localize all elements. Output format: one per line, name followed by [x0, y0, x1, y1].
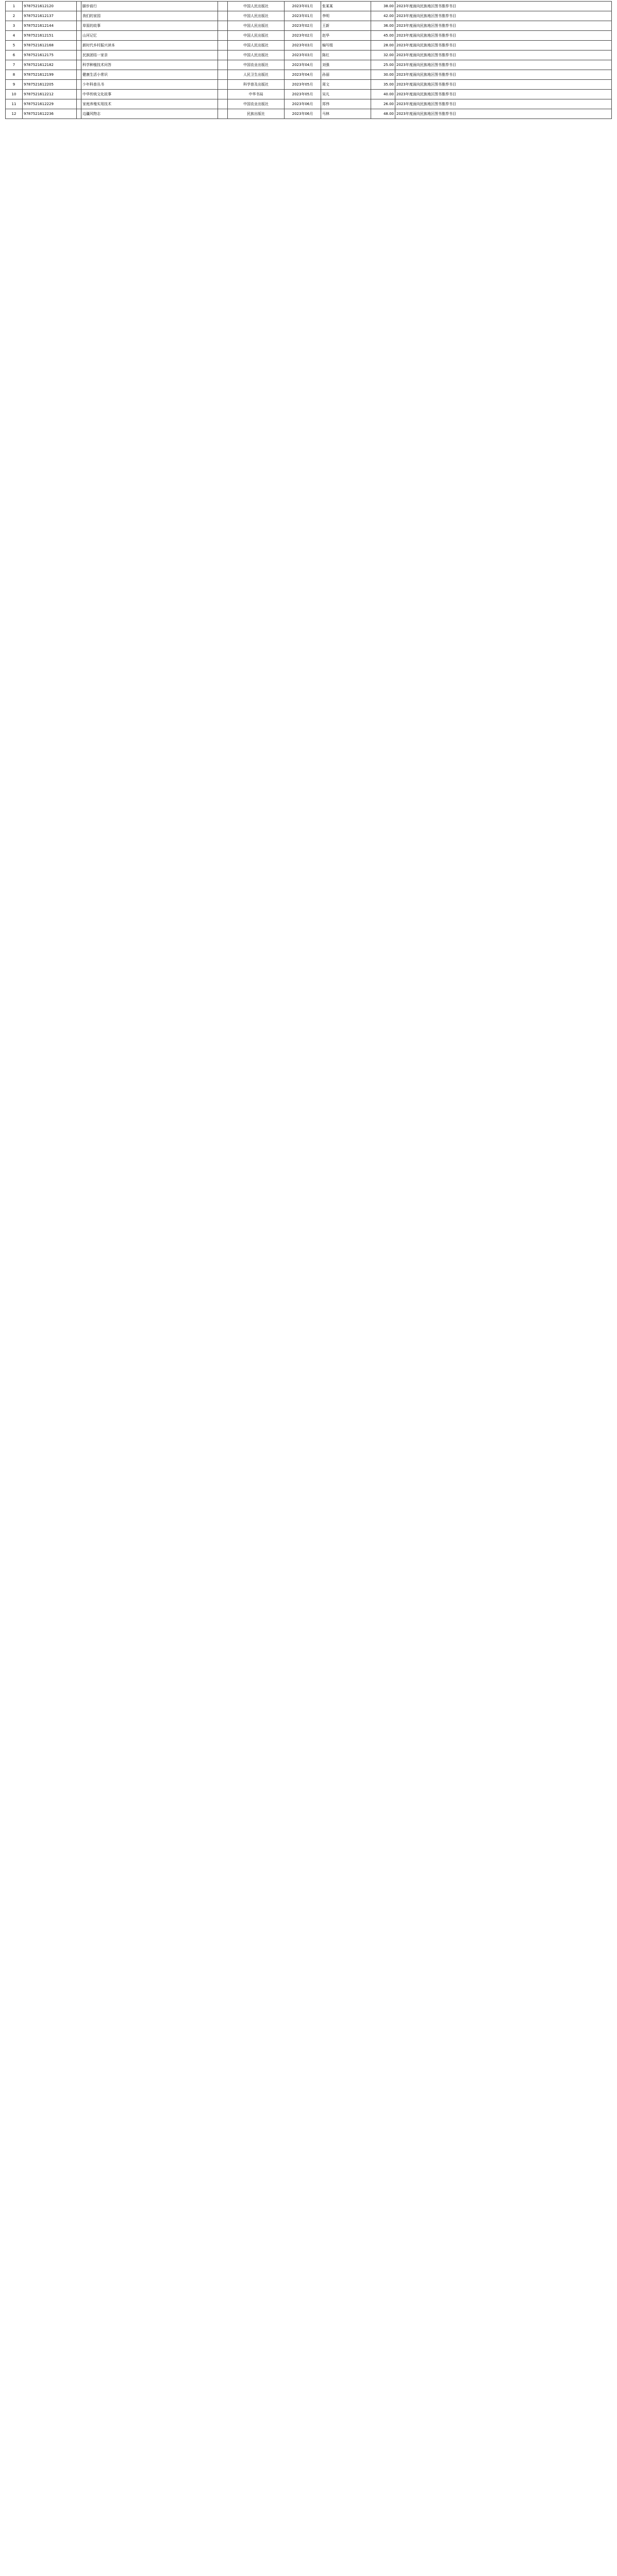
cell-date: 2023年01月 [285, 2, 321, 11]
cell-publisher: 中国人民出版社 [228, 11, 285, 21]
cell-price: 45.00 [371, 31, 395, 41]
cell-publisher: 中国人民出版社 [228, 21, 285, 31]
cell-isbn: 9787521612199 [23, 70, 77, 80]
cell-title: 科学种植技术问答 [81, 60, 218, 70]
cell-no: 4 [6, 31, 23, 41]
cell-isbn: 9787521612229 [23, 99, 77, 109]
cell-mark [218, 70, 228, 80]
cell-note: 2023年度面向民族地区图书推荐书目 [395, 90, 612, 99]
cell-note: 2023年度面向民族地区图书推荐书目 [395, 60, 612, 70]
cell-publisher: 人民卫生出版社 [228, 70, 285, 80]
cell-mark [218, 90, 228, 99]
cell-publisher: 中国人民出版社 [228, 41, 285, 50]
cell-title: 健康生活小常识 [81, 70, 218, 80]
cell-spacer [77, 21, 81, 31]
cell-author: 赵华 [321, 31, 371, 41]
table-body [6, 2, 612, 119]
cell-spacer [77, 60, 81, 70]
cell-price: 38.00 [371, 2, 395, 11]
cell-note: 2023年度面向民族地区图书推荐书目 [395, 21, 612, 31]
cell-no: 12 [6, 109, 23, 119]
cell-note: 2023年度面向民族地区图书推荐书目 [395, 99, 612, 109]
cell-author: 孙丽 [321, 70, 371, 80]
cell-publisher: 科学普及出版社 [228, 80, 285, 90]
cell-no: 5 [6, 41, 23, 50]
cell-spacer [77, 41, 81, 50]
cell-no: 7 [6, 60, 23, 70]
table-row [6, 109, 612, 119]
table-row [6, 99, 612, 109]
cell-publisher: 中国农业出版社 [228, 99, 285, 109]
cell-no: 8 [6, 70, 23, 80]
cell-price: 48.00 [371, 109, 395, 119]
cell-date: 2023年02月 [285, 31, 321, 41]
cell-isbn: 9787521612144 [23, 21, 77, 31]
cell-mark [218, 60, 228, 70]
cell-mark [218, 21, 228, 31]
cell-publisher: 中华书局 [228, 90, 285, 99]
cell-mark [218, 2, 228, 11]
cell-price: 35.00 [371, 80, 395, 90]
cell-date: 2023年06月 [285, 109, 321, 119]
cell-author: 马林 [321, 109, 371, 119]
cell-date: 2023年06月 [285, 99, 321, 109]
cell-spacer [77, 50, 81, 60]
cell-date: 2023年02月 [285, 21, 321, 31]
cell-spacer [77, 99, 81, 109]
cell-date: 2023年04月 [285, 70, 321, 80]
cell-title: 脚步前行 [81, 2, 218, 11]
table-row [6, 31, 612, 41]
cell-no: 3 [6, 21, 23, 31]
cell-title: 家庭养殖实用技术 [81, 99, 218, 109]
cell-note: 2023年度面向民族地区图书推荐书目 [395, 2, 612, 11]
table-row [6, 90, 612, 99]
cell-spacer [77, 90, 81, 99]
cell-spacer [77, 70, 81, 80]
cell-isbn: 9787521612205 [23, 80, 77, 90]
cell-date: 2023年05月 [285, 90, 321, 99]
cell-price: 28.00 [371, 41, 395, 50]
cell-title: 中华传统文化故事 [81, 90, 218, 99]
cell-mark [218, 99, 228, 109]
cell-no: 1 [6, 2, 23, 11]
cell-author: 周文 [321, 80, 371, 90]
cell-publisher: 中国人民出版社 [228, 50, 285, 60]
cell-title: 民族团结一家亲 [81, 50, 218, 60]
cell-price: 30.00 [371, 70, 395, 80]
spreadsheet [5, 1, 612, 119]
table-row [6, 70, 612, 80]
cell-date: 2023年03月 [285, 41, 321, 50]
cell-no: 10 [6, 90, 23, 99]
cell-note: 2023年度面向民族地区图书推荐书目 [395, 11, 612, 21]
cell-note: 2023年度面向民族地区图书推荐书目 [395, 80, 612, 90]
cell-author: 陈红 [321, 50, 371, 60]
cell-price: 40.00 [371, 90, 395, 99]
cell-mark [218, 31, 228, 41]
cell-mark [218, 11, 228, 21]
cell-publisher: 中国农业出版社 [228, 60, 285, 70]
cell-note: 2023年度面向民族地区图书推荐书目 [395, 50, 612, 60]
cell-isbn: 9787521612151 [23, 31, 77, 41]
cell-isbn: 9787521612182 [23, 60, 77, 70]
cell-no: 6 [6, 50, 23, 60]
cell-no: 2 [6, 11, 23, 21]
cell-no: 9 [6, 80, 23, 90]
cell-date: 2023年01月 [285, 11, 321, 21]
book-list-table [5, 1, 612, 119]
cell-spacer [77, 109, 81, 119]
cell-mark [218, 109, 228, 119]
cell-isbn: 9787521612236 [23, 109, 77, 119]
cell-isbn: 9787521612137 [23, 11, 77, 21]
cell-author: 吴凡 [321, 90, 371, 99]
cell-title: 边疆风物志 [81, 109, 218, 119]
cell-price: 26.00 [371, 99, 395, 109]
cell-mark [218, 50, 228, 60]
cell-title: 草原的故事 [81, 21, 218, 31]
table-row [6, 11, 612, 21]
cell-isbn: 9787521612175 [23, 50, 77, 60]
cell-no: 11 [6, 99, 23, 109]
cell-note: 2023年度面向民族地区图书推荐书目 [395, 41, 612, 50]
cell-spacer [77, 2, 81, 11]
cell-mark [218, 41, 228, 50]
table-row [6, 80, 612, 90]
cell-note: 2023年度面向民族地区图书推荐书目 [395, 109, 612, 119]
cell-price: 36.00 [371, 21, 395, 31]
cell-author: 李明 [321, 11, 371, 21]
cell-title: 少年科普丛书 [81, 80, 218, 90]
cell-date: 2023年03月 [285, 50, 321, 60]
cell-author: 编写组 [321, 41, 371, 50]
cell-note: 2023年度面向民族地区图书推荐书目 [395, 31, 612, 41]
cell-isbn: 9787521612120 [23, 2, 77, 11]
table-row [6, 50, 612, 60]
cell-author: 刘强 [321, 60, 371, 70]
cell-publisher: 民族出版社 [228, 109, 285, 119]
cell-mark [218, 80, 228, 90]
cell-price: 42.00 [371, 11, 395, 21]
cell-title: 新时代乡村振兴读本 [81, 41, 218, 50]
cell-author: 张某某 [321, 2, 371, 11]
table-row [6, 41, 612, 50]
cell-price: 32.00 [371, 50, 395, 60]
cell-isbn: 9787521612168 [23, 41, 77, 50]
cell-isbn: 9787521612212 [23, 90, 77, 99]
cell-title: 我们的家园 [81, 11, 218, 21]
cell-date: 2023年04月 [285, 60, 321, 70]
table-row [6, 60, 612, 70]
cell-spacer [77, 11, 81, 21]
table-row [6, 21, 612, 31]
cell-spacer [77, 31, 81, 41]
cell-publisher: 中国人民出版社 [228, 31, 285, 41]
cell-title: 山河记忆 [81, 31, 218, 41]
cell-spacer [77, 80, 81, 90]
table-row [6, 2, 612, 11]
cell-publisher: 中国人民出版社 [228, 2, 285, 11]
cell-note: 2023年度面向民族地区图书推荐书目 [395, 70, 612, 80]
cell-author: 王新 [321, 21, 371, 31]
cell-author: 郑伟 [321, 99, 371, 109]
cell-date: 2023年05月 [285, 80, 321, 90]
cell-price: 25.00 [371, 60, 395, 70]
